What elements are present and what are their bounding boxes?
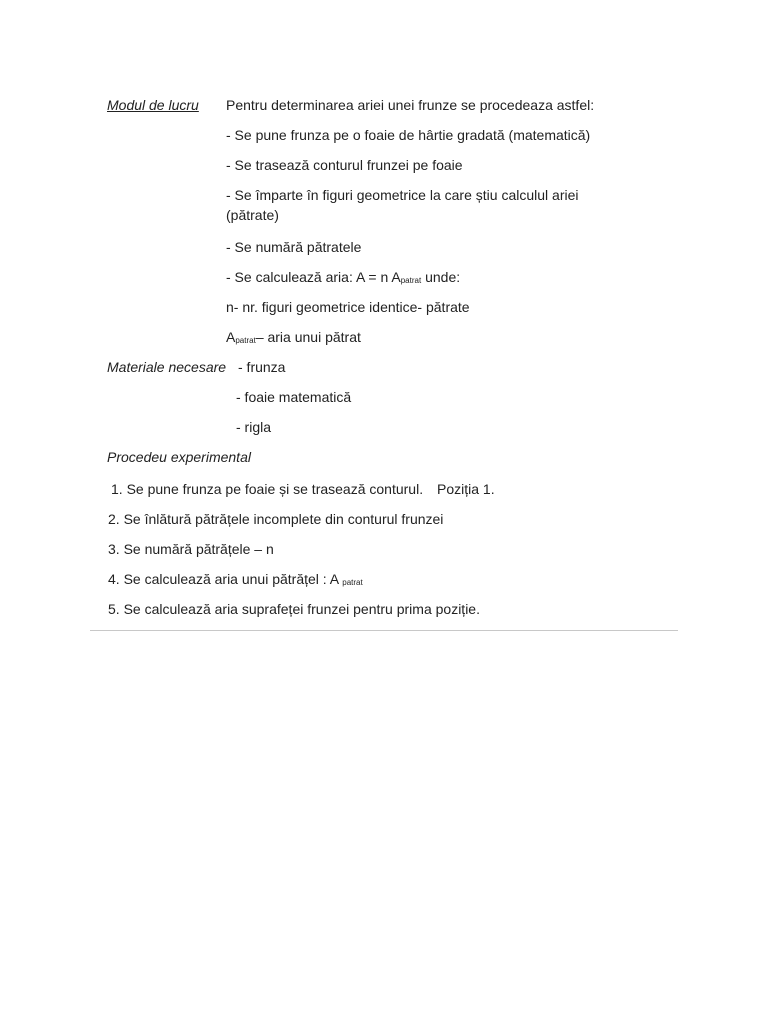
procedeu-step-1-note: Poziția 1. <box>437 481 495 497</box>
procedeu-step-4 <box>108 570 363 588</box>
procedeu-step-3: 3. Se numără pătrățele – n <box>108 541 274 557</box>
modul-step-1: - Se pune frunza pe o foaie de hârtie gradată (matematică) <box>226 127 591 143</box>
modul-step-5-subscript: patrat <box>400 276 422 285</box>
modul-step-5-tail: unde: <box>421 269 461 285</box>
materiale-heading: Materiale necesare <box>107 359 227 375</box>
materiale-item-3: - rigla <box>236 419 272 435</box>
horizontal-divider <box>90 630 678 631</box>
procedeu-step-4-subscript: patrat <box>342 578 363 587</box>
modul-definition-a-text: – aria unui pătrat <box>255 329 361 345</box>
modul-step-5-text: - Se calculează aria: A = n A <box>226 269 401 285</box>
materiale-item-1: - frunza <box>238 359 286 375</box>
modul-step-3-line-2: (pătrate) <box>226 207 279 223</box>
procedeu-step-5: 5. Se calculează aria suprafeței frunzei pentru prima poziție. <box>108 601 480 617</box>
procedeu-step-2: 2. Se înlătură pătrățele incomplete din conturul frunzei <box>108 511 444 527</box>
modul-definition-a <box>226 328 361 346</box>
modul-step-3-line-1: - Se împarte în figuri geometrice la care știu calculul ariei <box>226 187 579 203</box>
procedeu-step-4-text: 4. Se calculează aria unui pătrățel : A <box>108 571 343 587</box>
materiale-item-2: - foaie matematică <box>236 389 352 405</box>
modul-step-5 <box>226 268 460 286</box>
modul-definition-a-subscript: patrat <box>235 336 256 345</box>
modul-heading: Modul de lucru <box>107 97 199 113</box>
procedeu-step-1: 1. Se pune frunza pe foaie și se trasează conturul. <box>111 481 424 497</box>
modul-definition-n: n- nr. figuri geometrice identice- pătrate <box>226 299 470 315</box>
procedeu-heading: Procedeu experimental <box>107 449 251 465</box>
modul-step-2: - Se trasează conturul frunzei pe foaie <box>226 157 463 173</box>
modul-intro: Pentru determinarea ariei unei frunze se procedeaza astfel: <box>226 97 595 113</box>
modul-definition-a-symbol: A <box>226 329 236 345</box>
modul-step-4: - Se numără pătratele <box>226 239 362 255</box>
